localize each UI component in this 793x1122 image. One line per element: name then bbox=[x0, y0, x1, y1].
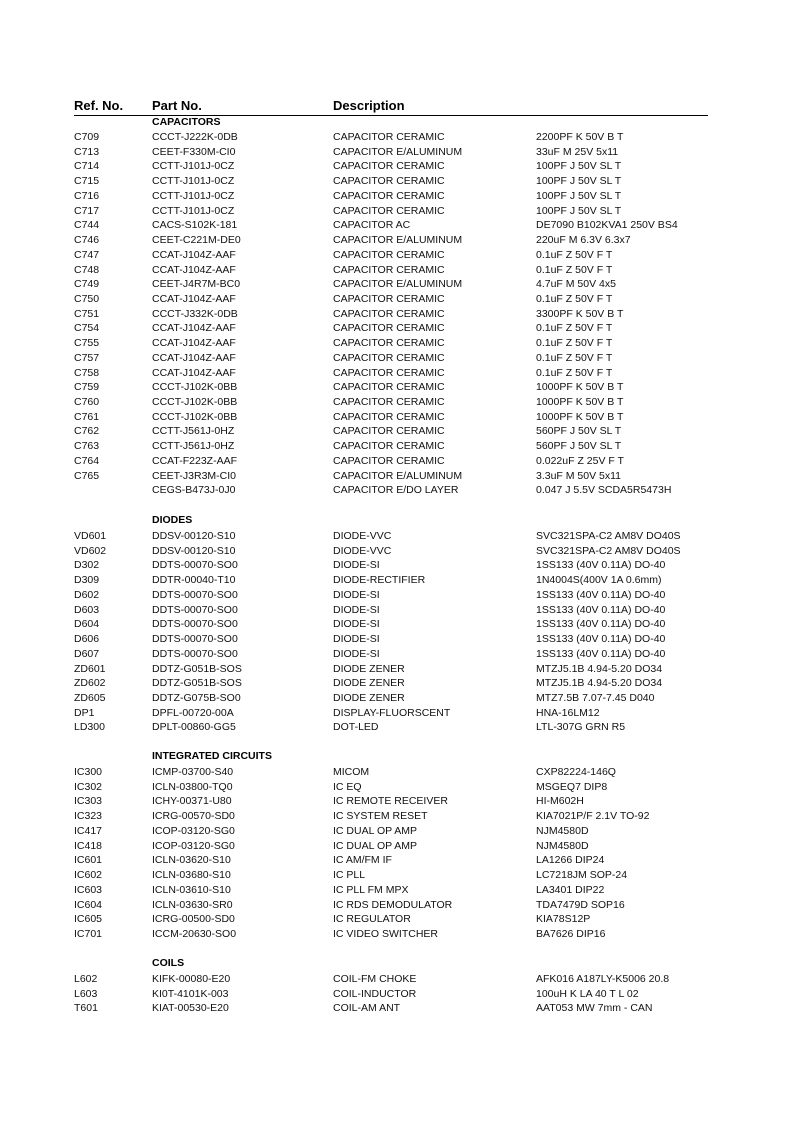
table-row bbox=[0, 868, 793, 883]
part-no-cell: ICLN-03610-S10 bbox=[152, 883, 231, 896]
spec-cell: 0.1uF Z 50V F T bbox=[536, 248, 613, 261]
table-row bbox=[0, 351, 793, 366]
description-cell: DIODE-VVC bbox=[333, 544, 392, 557]
spec-cell: CXP82224-146Q bbox=[536, 766, 616, 778]
part-no-cell: CCCT-J102K-0BB bbox=[152, 410, 238, 423]
ref-no-cell: C714 bbox=[74, 160, 100, 173]
ref-no-cell: IC602 bbox=[74, 869, 103, 881]
spec-cell: MSGEQ7 DIP8 bbox=[536, 780, 608, 793]
part-no-cell: DPLT-00860-GG5 bbox=[152, 721, 236, 734]
ref-no-cell: IC323 bbox=[74, 810, 103, 823]
part-no-cell: DDTS-00070-SO0 bbox=[152, 588, 238, 601]
ref-no-cell: C717 bbox=[74, 204, 100, 217]
part-no-cell: ICOP-03120-SG0 bbox=[152, 839, 235, 852]
part-no-cell: ICRG-00570-SD0 bbox=[152, 810, 235, 823]
part-no-cell: KI0T-4101K-003 bbox=[152, 987, 229, 1000]
spec-cell: 1N4004S(400V 1A 0.6mm) bbox=[536, 574, 662, 587]
spec-cell: 0.1uF Z 50V F T bbox=[536, 292, 613, 305]
spec-cell: MTZJ5.1B 4.94-5.20 DO34 bbox=[536, 662, 663, 675]
spec-cell: 1SS133 (40V 0.11A) DO-40 bbox=[536, 588, 666, 601]
table-row bbox=[0, 174, 793, 189]
part-no-cell: KIFK-00080-E20 bbox=[152, 973, 231, 985]
table-row bbox=[0, 292, 793, 307]
ref-no-cell: C744 bbox=[74, 219, 100, 232]
description-cell: CAPACITOR E/ALUMINUM bbox=[333, 145, 463, 158]
spec-cell: DE7090 B102KVA1 250V BS4 bbox=[536, 219, 678, 232]
ref-no-cell: C763 bbox=[74, 440, 100, 453]
description-cell: IC EQ bbox=[333, 780, 362, 793]
ref-no-cell: D604 bbox=[74, 618, 100, 631]
description-header: Description bbox=[333, 98, 405, 113]
spec-cell: 3300PF K 50V B T bbox=[536, 307, 624, 320]
table-row bbox=[0, 218, 793, 233]
spec-cell: 1SS133 (40V 0.11A) DO-40 bbox=[536, 603, 666, 616]
description-cell: COIL-AM ANT bbox=[333, 1002, 401, 1015]
table-row bbox=[0, 321, 793, 336]
table-row bbox=[0, 853, 793, 868]
ref-no-cell: C751 bbox=[74, 307, 100, 320]
part-no-header: Part No. bbox=[152, 98, 202, 113]
part-no-cell: DPFL-00720-00A bbox=[152, 706, 234, 719]
ref-no-cell: C758 bbox=[74, 366, 100, 379]
part-no-cell: KIAT-00530-E20 bbox=[152, 1002, 229, 1015]
table-row bbox=[0, 883, 793, 898]
description-cell: CAPACITOR CERAMIC bbox=[333, 396, 445, 408]
ref-no-cell: L602 bbox=[74, 973, 98, 985]
part-no-cell: CCAT-J104Z-AAF bbox=[152, 351, 236, 364]
table-row bbox=[0, 898, 793, 913]
table-row bbox=[0, 277, 793, 292]
spec-cell: 1SS133 (40V 0.11A) DO-40 bbox=[536, 647, 666, 660]
part-no-cell: ICMP-03700-S40 bbox=[152, 766, 234, 778]
table-row bbox=[0, 720, 793, 735]
spec-cell: MTZJ5.1B 4.94-5.20 DO34 bbox=[536, 677, 663, 690]
spec-cell: MTZ7.5B 7.07-7.45 D040 bbox=[536, 691, 655, 704]
description-cell: CAPACITOR CERAMIC bbox=[333, 425, 445, 438]
spec-cell: 1SS133 (40V 0.11A) DO-40 bbox=[536, 618, 666, 631]
description-cell: DIODE-RECTIFIER bbox=[333, 574, 426, 587]
description-cell: CAPACITOR CERAMIC bbox=[333, 160, 445, 173]
part-no-cell: CEGS-B473J-0J0 bbox=[152, 484, 236, 497]
table-row bbox=[0, 632, 793, 647]
part-no-cell: CEET-J4R7M-BC0 bbox=[152, 278, 241, 291]
table-row bbox=[0, 603, 793, 618]
description-cell: COIL-INDUCTOR bbox=[333, 987, 417, 1000]
ref-no-cell: D607 bbox=[74, 647, 100, 660]
spec-cell: SVC321SPA-C2 AM8V DO40S bbox=[536, 544, 681, 557]
table-row bbox=[0, 588, 793, 603]
spec-cell: AAT053 MW 7mm - CAN bbox=[536, 1002, 653, 1015]
description-cell: DIODE-VVC bbox=[333, 530, 392, 542]
spec-cell: BA7626 DIP16 bbox=[536, 927, 606, 940]
spec-cell: AFK016 A187LY-K5006 20.8 bbox=[536, 973, 670, 985]
ref-no-cell: C749 bbox=[74, 278, 100, 291]
ref-no-cell: IC604 bbox=[74, 898, 103, 911]
table-row bbox=[0, 780, 793, 795]
table-row bbox=[0, 336, 793, 351]
ref-no-cell: C709 bbox=[74, 131, 100, 143]
table-row bbox=[0, 410, 793, 425]
spec-cell: TDA7479D SOP16 bbox=[536, 898, 625, 911]
spec-cell: KIA78S12P bbox=[536, 913, 591, 926]
part-no-cell: DDTZ-G051B-SOS bbox=[152, 677, 242, 690]
description-cell: DIODE-SI bbox=[333, 588, 380, 601]
table-row bbox=[0, 159, 793, 174]
part-no-cell: ICRG-00500-SD0 bbox=[152, 913, 235, 926]
spec-cell: 3.3uF M 50V 5x11 bbox=[536, 469, 622, 482]
part-no-cell: DDSV-00120-S10 bbox=[152, 544, 236, 557]
spec-cell: 0.047 J 5.5V SCDA5R5473H bbox=[536, 484, 672, 497]
ref-no-cell: VD602 bbox=[74, 544, 107, 557]
part-no-cell: CEET-J3R3M-CI0 bbox=[152, 469, 237, 482]
part-no-cell: ICLN-03680-S10 bbox=[152, 869, 231, 881]
table-row bbox=[0, 307, 793, 322]
ref-no-cell: IC603 bbox=[74, 883, 103, 896]
table-row bbox=[0, 130, 793, 145]
part-no-cell: DDTS-00070-SO0 bbox=[152, 633, 238, 645]
ref-no-cell: C762 bbox=[74, 425, 100, 438]
spec-cell: 0.1uF Z 50V F T bbox=[536, 263, 613, 276]
description-cell: CAPACITOR CERAMIC bbox=[333, 263, 445, 276]
part-no-cell: CCTT-J101J-0CZ bbox=[152, 204, 235, 217]
ref-no-cell: IC701 bbox=[74, 927, 103, 940]
ref-no-cell: C747 bbox=[74, 248, 100, 261]
section-title: COILS bbox=[152, 957, 185, 969]
ref-no-cell: C754 bbox=[74, 322, 100, 335]
spec-cell: 1000PF K 50V B T bbox=[536, 381, 624, 394]
part-no-cell: DDTS-00070-SO0 bbox=[152, 647, 238, 660]
spec-cell: 1SS133 (40V 0.11A) DO-40 bbox=[536, 633, 666, 645]
ref-no-cell: ZD605 bbox=[74, 691, 106, 704]
section-title: CAPACITORS bbox=[152, 116, 221, 128]
spec-cell: NJM4580D bbox=[536, 839, 589, 852]
part-no-cell: ICLN-03630-SR0 bbox=[152, 898, 233, 911]
ref-no-cell: C757 bbox=[74, 351, 100, 364]
table-row bbox=[0, 1001, 793, 1016]
ref-no-cell: C713 bbox=[74, 145, 100, 158]
ref-no-cell: IC605 bbox=[74, 913, 103, 926]
spec-cell: 1SS133 (40V 0.11A) DO-40 bbox=[536, 559, 666, 572]
ref-no-cell: IC418 bbox=[74, 839, 103, 852]
ref-no-cell: IC300 bbox=[74, 766, 103, 778]
ref-no-cell: C715 bbox=[74, 175, 100, 188]
spec-cell: 33uF M 25V 5x11 bbox=[536, 145, 619, 158]
description-cell: DIODE ZENER bbox=[333, 662, 405, 675]
part-no-cell: CCTT-J101J-0CZ bbox=[152, 175, 235, 188]
description-cell: IC VIDEO SWITCHER bbox=[333, 927, 439, 940]
table-row bbox=[0, 794, 793, 809]
description-cell: CAPACITOR CERAMIC bbox=[333, 189, 445, 202]
part-no-cell: CCAT-J104Z-AAF bbox=[152, 248, 236, 261]
table-row bbox=[0, 912, 793, 927]
table-row bbox=[0, 469, 793, 484]
table-row bbox=[0, 248, 793, 263]
table-row bbox=[0, 366, 793, 381]
ref-no-header: Ref. No. bbox=[74, 98, 124, 113]
table-row bbox=[0, 204, 793, 219]
spec-cell: 100uH K LA 40 T L 02 bbox=[536, 987, 639, 1000]
part-no-cell: DDTS-00070-SO0 bbox=[152, 603, 238, 616]
table-row bbox=[0, 233, 793, 248]
spec-cell: 220uF M 6.3V 6.3x7 bbox=[536, 234, 631, 246]
description-cell: CAPACITOR CERAMIC bbox=[333, 440, 445, 453]
spec-cell: 100PF J 50V SL T bbox=[536, 175, 622, 188]
spec-cell: 560PF J 50V SL T bbox=[536, 440, 622, 453]
ref-no-cell: C716 bbox=[74, 189, 100, 202]
table-row bbox=[0, 263, 793, 278]
table-row bbox=[0, 676, 793, 691]
description-cell: CAPACITOR CERAMIC bbox=[333, 248, 445, 261]
description-cell: CAPACITOR CERAMIC bbox=[333, 307, 445, 320]
ref-no-cell: L603 bbox=[74, 987, 98, 1000]
table-row bbox=[0, 987, 793, 1002]
spec-cell: LA3401 DIP22 bbox=[536, 883, 605, 896]
description-cell: CAPACITOR CERAMIC bbox=[333, 175, 445, 188]
part-no-cell: ICOP-03120-SG0 bbox=[152, 824, 235, 837]
part-no-cell: DDTZ-G075B-SO0 bbox=[152, 691, 241, 704]
table-row bbox=[0, 454, 793, 469]
description-cell: DOT-LED bbox=[333, 721, 379, 734]
spec-cell: 0.1uF Z 50V F T bbox=[536, 322, 613, 335]
spec-cell: 0.022uF Z 25V F T bbox=[536, 454, 624, 467]
part-no-cell: CCTT-J101J-0CZ bbox=[152, 160, 235, 173]
spec-cell: NJM4580D bbox=[536, 824, 589, 837]
description-cell: CAPACITOR E/ALUMINUM bbox=[333, 469, 463, 482]
description-cell: IC AM/FM IF bbox=[333, 854, 392, 867]
ref-no-cell: D602 bbox=[74, 588, 100, 601]
table-row bbox=[0, 439, 793, 454]
ref-no-cell: IC302 bbox=[74, 780, 103, 793]
description-cell: IC REMOTE RECEIVER bbox=[333, 795, 448, 808]
ref-no-cell: IC601 bbox=[74, 854, 103, 867]
table-row bbox=[0, 927, 793, 942]
description-cell: DISPLAY-FLUORSCENT bbox=[333, 706, 451, 719]
ref-no-cell: C765 bbox=[74, 469, 100, 482]
description-cell: DIODE ZENER bbox=[333, 691, 405, 704]
spec-cell: 4.7uF M 50V 4x5 bbox=[536, 278, 616, 291]
part-no-cell: CCAT-J104Z-AAF bbox=[152, 366, 236, 379]
part-no-cell: DDTZ-G051B-SOS bbox=[152, 662, 242, 675]
section-title: INTEGRATED CIRCUITS bbox=[152, 750, 272, 762]
description-cell: CAPACITOR CERAMIC bbox=[333, 366, 445, 379]
description-cell: IC RDS DEMODULATOR bbox=[333, 898, 453, 911]
spec-cell: 100PF J 50V SL T bbox=[536, 189, 622, 202]
ref-no-cell: ZD602 bbox=[74, 677, 106, 690]
section-title: DIODES bbox=[152, 514, 193, 526]
description-cell: CAPACITOR CERAMIC bbox=[333, 322, 445, 335]
description-cell: CAPACITOR CERAMIC bbox=[333, 204, 445, 217]
part-no-cell: CCTT-J561J-0HZ bbox=[152, 440, 235, 453]
spec-cell: 100PF J 50V SL T bbox=[536, 204, 622, 217]
table-row bbox=[0, 544, 793, 559]
part-no-cell: ICHY-00371-U80 bbox=[152, 795, 232, 808]
description-cell: MICOM bbox=[333, 766, 370, 778]
table-row bbox=[0, 617, 793, 632]
part-no-cell: CCAT-F223Z-AAF bbox=[152, 454, 237, 467]
spec-cell: 0.1uF Z 50V F T bbox=[536, 337, 613, 350]
description-cell: DIODE-SI bbox=[333, 633, 380, 645]
spec-cell: 1000PF K 50V B T bbox=[536, 396, 624, 408]
part-no-cell: CCTT-J101J-0CZ bbox=[152, 189, 235, 202]
ref-no-cell: C746 bbox=[74, 234, 100, 246]
part-no-cell: DDTR-00040-T10 bbox=[152, 574, 236, 587]
part-no-cell: CCCT-J332K-0DB bbox=[152, 307, 238, 320]
ref-no-cell: T601 bbox=[74, 1002, 98, 1015]
ref-no-cell: C761 bbox=[74, 410, 100, 423]
description-cell: CAPACITOR CERAMIC bbox=[333, 337, 445, 350]
spec-cell: HI-M602H bbox=[536, 795, 584, 808]
description-cell: CAPACITOR CERAMIC bbox=[333, 381, 445, 394]
ref-no-cell: IC417 bbox=[74, 824, 103, 837]
ref-no-cell: D302 bbox=[74, 559, 100, 572]
ref-no-cell: LD300 bbox=[74, 721, 105, 734]
description-cell: DIODE ZENER bbox=[333, 677, 405, 690]
description-cell: CAPACITOR CERAMIC bbox=[333, 131, 445, 143]
ref-no-cell: C750 bbox=[74, 292, 100, 305]
ref-no-cell: C748 bbox=[74, 263, 100, 276]
description-cell: CAPACITOR E/ALUMINUM bbox=[333, 278, 463, 291]
spec-cell: KIA7021P/F 2.1V TO-92 bbox=[536, 810, 650, 823]
table-row bbox=[0, 647, 793, 662]
table-row bbox=[0, 395, 793, 410]
spec-cell: 0.1uF Z 50V F T bbox=[536, 351, 613, 364]
table-row bbox=[0, 529, 793, 544]
table-row bbox=[0, 558, 793, 573]
part-no-cell: ICLN-03800-TQ0 bbox=[152, 780, 233, 793]
part-no-cell: DDTS-00070-SO0 bbox=[152, 559, 238, 572]
description-cell: CAPACITOR AC bbox=[333, 219, 411, 232]
table-row bbox=[0, 573, 793, 588]
table-row bbox=[0, 765, 793, 780]
description-cell: IC SYSTEM RESET bbox=[333, 810, 428, 823]
description-cell: DIODE-SI bbox=[333, 618, 380, 631]
part-no-cell: CCAT-J104Z-AAF bbox=[152, 292, 236, 305]
part-no-cell: CCAT-J104Z-AAF bbox=[152, 322, 236, 335]
table-row bbox=[0, 380, 793, 395]
description-cell: IC REGULATOR bbox=[333, 913, 411, 926]
description-cell: IC DUAL OP AMP bbox=[333, 824, 418, 837]
spec-cell: 100PF J 50V SL T bbox=[536, 160, 622, 173]
table-row bbox=[0, 424, 793, 439]
part-no-cell: CEET-F330M-CI0 bbox=[152, 145, 236, 158]
part-no-cell: ICCM-20630-SO0 bbox=[152, 927, 237, 940]
ref-no-cell: C764 bbox=[74, 454, 100, 467]
table-row bbox=[0, 691, 793, 706]
ref-no-cell: DP1 bbox=[74, 706, 95, 719]
table-row bbox=[0, 145, 793, 160]
table-row bbox=[0, 839, 793, 854]
table-row bbox=[0, 189, 793, 204]
part-no-cell: CEET-C221M-DE0 bbox=[152, 234, 241, 246]
spec-cell: 1000PF K 50V B T bbox=[536, 410, 624, 423]
description-cell: CAPACITOR E/DO LAYER bbox=[333, 484, 459, 497]
ref-no-cell: D606 bbox=[74, 633, 100, 645]
part-no-cell: CCAT-J104Z-AAF bbox=[152, 263, 236, 276]
description-cell: DIODE-SI bbox=[333, 603, 380, 616]
spec-cell: LTL-307G GRN R5 bbox=[536, 721, 626, 734]
ref-no-cell: C755 bbox=[74, 337, 100, 350]
ref-no-cell: D309 bbox=[74, 574, 100, 587]
ref-no-cell: C759 bbox=[74, 381, 100, 394]
description-cell: DIODE-SI bbox=[333, 647, 380, 660]
description-cell: CAPACITOR CERAMIC bbox=[333, 410, 445, 423]
spec-cell: 560PF J 50V SL T bbox=[536, 425, 622, 438]
ref-no-cell: C760 bbox=[74, 396, 100, 408]
description-cell: IC DUAL OP AMP bbox=[333, 839, 418, 852]
table-row bbox=[0, 972, 793, 987]
spec-cell: LC7218JM SOP-24 bbox=[536, 869, 628, 881]
part-no-cell: CCCT-J222K-0DB bbox=[152, 131, 238, 143]
ref-no-cell: D603 bbox=[74, 603, 100, 616]
table-row bbox=[0, 662, 793, 677]
spec-cell: LA1266 DIP24 bbox=[536, 854, 605, 867]
ref-no-cell: IC303 bbox=[74, 795, 103, 808]
table-row bbox=[0, 483, 793, 498]
spec-cell: 0.1uF Z 50V F T bbox=[536, 366, 613, 379]
description-cell: CAPACITOR CERAMIC bbox=[333, 292, 445, 305]
part-no-cell: CCCT-J102K-0BB bbox=[152, 396, 238, 408]
part-no-cell: CCAT-J104Z-AAF bbox=[152, 337, 236, 350]
description-cell: COIL-FM CHOKE bbox=[333, 973, 417, 985]
part-no-cell: DDSV-00120-S10 bbox=[152, 530, 236, 542]
spec-cell: 2200PF K 50V B T bbox=[536, 131, 624, 143]
description-cell: CAPACITOR CERAMIC bbox=[333, 454, 445, 467]
ref-no-cell: ZD601 bbox=[74, 662, 106, 675]
spec-cell: SVC321SPA-C2 AM8V DO40S bbox=[536, 530, 681, 542]
table-row bbox=[0, 809, 793, 824]
description-cell: DIODE-SI bbox=[333, 559, 380, 572]
part-no-cell: ICLN-03620-S10 bbox=[152, 854, 231, 867]
part-no-cell: DDTS-00070-SO0 bbox=[152, 618, 238, 631]
description-cell: CAPACITOR CERAMIC bbox=[333, 351, 445, 364]
table-row bbox=[0, 706, 793, 721]
description-cell: IC PLL bbox=[333, 869, 366, 881]
description-cell: CAPACITOR E/ALUMINUM bbox=[333, 234, 463, 246]
ref-no-cell: VD601 bbox=[74, 530, 107, 542]
table-row bbox=[0, 824, 793, 839]
spec-cell: HNA-16LM12 bbox=[536, 706, 600, 719]
part-no-cell: CCTT-J561J-0HZ bbox=[152, 425, 235, 438]
part-no-cell: CCCT-J102K-0BB bbox=[152, 381, 238, 394]
part-no-cell: CACS-S102K-181 bbox=[152, 219, 238, 232]
description-cell: IC PLL FM MPX bbox=[333, 883, 409, 896]
